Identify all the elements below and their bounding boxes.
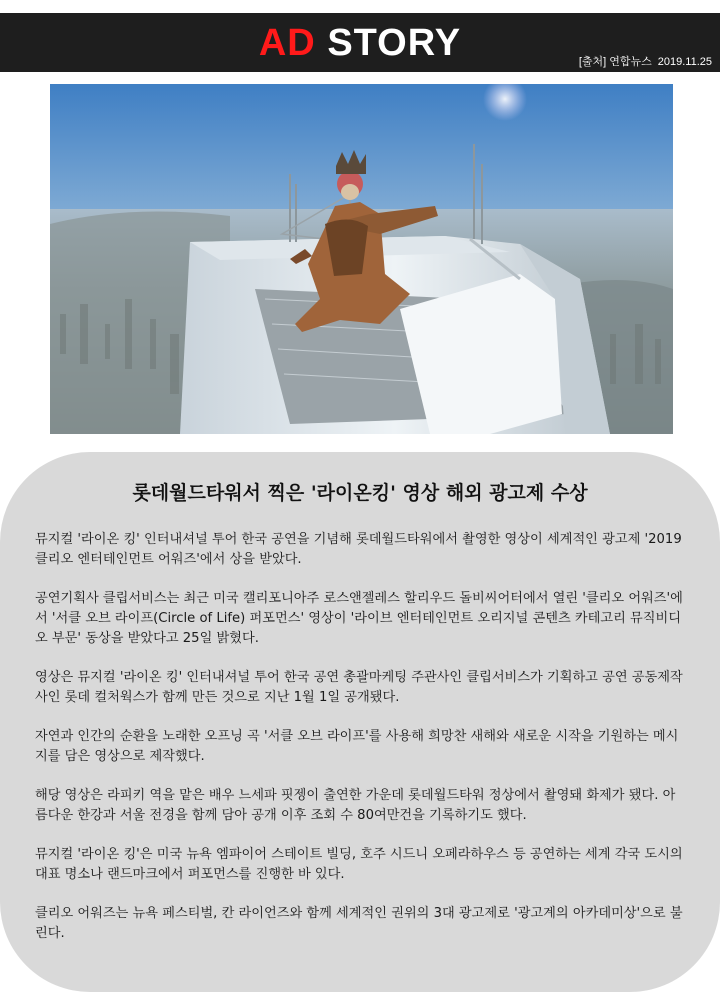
article-paragraph: 뮤지컬 '라이온 킹'은 미국 뉴욕 엠파이어 스테이트 빌딩, 호주 시드니 오페라하우스 등 공연하는 세계 각국 도시의 대표 명소나 랜드마크에서 퍼포먼스를 진행한 바 있다. bbox=[35, 847, 683, 882]
article-card bbox=[0, 452, 720, 992]
article-paragraph: 뮤지컬 '라이온 킹' 인터내셔널 투어 한국 공연을 기념해 롯데월드타워에서 촬영한 영상이 세계적인 광고제 '2019 클리오 엔터테인먼트 어워즈'에서 상을 받았다. bbox=[35, 532, 682, 567]
source-date: 2019.11.25 bbox=[657, 56, 712, 68]
article-photo bbox=[50, 84, 673, 434]
article-title: 롯데월드타워서 찍은 '라이온킹' 영상 해외 광고제 수상 bbox=[132, 482, 588, 504]
source-credit bbox=[573, 53, 712, 69]
article-paragraph: 클리오 어워즈는 뉴욕 페스티벌, 칸 라이언즈와 함께 세계적인 권위의 3대 광고제로 '광고계의 아카데미상'으로 불린다. bbox=[35, 906, 683, 941]
article-paragraph: 자연과 인간의 순환을 노래한 오프닝 곡 '서클 오브 라이프'를 사용해 희망찬 새해와 새로운 시작을 기원하는 메시지를 담은 영상으로 제작했다. bbox=[35, 729, 679, 764]
source-label: [출처] 연합뉴스 bbox=[578, 56, 652, 68]
logo-story: STORY bbox=[327, 22, 462, 64]
header-bar bbox=[0, 13, 720, 72]
article-paragraph: 해당 영상은 라피키 역을 맡은 배우 느세파 핏젱이 출연한 가운데 롯데월드타워 정상에서 촬영돼 화제가 됐다. 아름다운 한강과 서울 전경을 함께 담아 공개 이후 조회 수 80여만건을 기록하기도 했다. bbox=[35, 788, 676, 823]
lotte-tower-rooftop-photo bbox=[50, 84, 673, 434]
logo-ad: AD bbox=[258, 22, 316, 64]
article-paragraph: 공연기획사 클립서비스는 최근 미국 캘리포니아주 로스앤젤레스 할리우드 돌비씨어터에서 열린 '클리오 어워즈'에서 '서클 오브 라이프(Circle of Life) 퍼포먼스' 영상이 '라이브 엔터테인먼트 오리지널 콘텐츠 카테고리 뮤직비디오 부문' 동상을 받았다고 25일 밝혔다. bbox=[35, 591, 683, 646]
article-paragraph: 영상은 뮤지컬 '라이온 킹' 인터내셔널 투어 한국 공연 총괄마케팅 주관사인 클립서비스가 기획하고 공연 공동제작사인 롯데 컬처웍스가 함께 만든 것으로 지난 1월 1일 공개됐다. bbox=[35, 670, 683, 705]
article-body bbox=[35, 530, 687, 963]
